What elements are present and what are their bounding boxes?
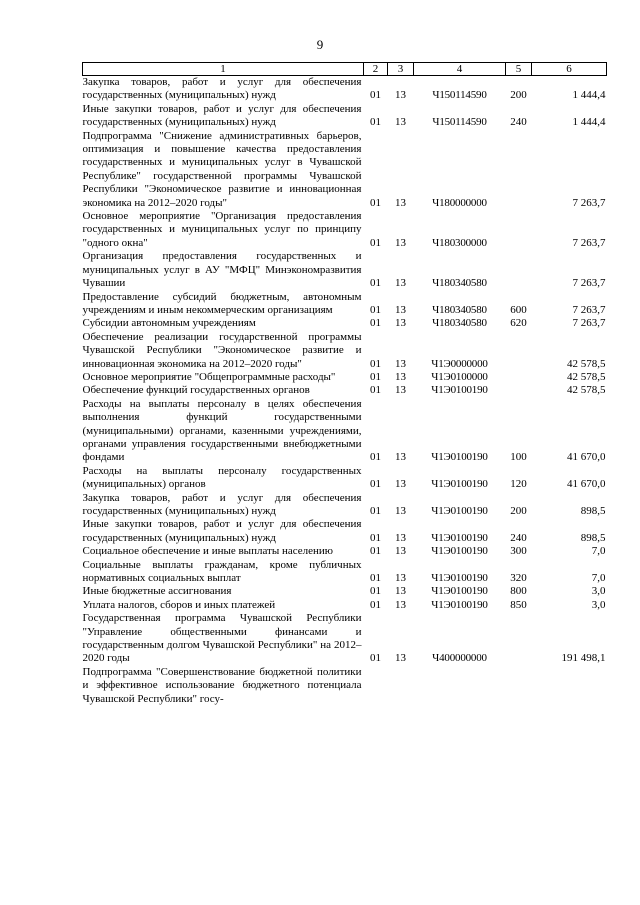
row-name: Подпрограмма "Снижение административных барьеров, оптимизация и повышение качества предоставления государственных и муниципальных услуг в Чувашской Республике" государственной программы Чувашской Республики "Экономическое развитие и инновационная экономика на 2012–2020 годы" bbox=[82, 129, 362, 209]
row-section: 01 bbox=[370, 451, 381, 464]
row-section: 01 bbox=[370, 384, 381, 397]
row-amount: 41 670,0 bbox=[567, 451, 606, 464]
row-name: Расходы на выплаты персоналу государственных (муниципальных) органов bbox=[82, 464, 362, 491]
row-expense-type bbox=[506, 384, 532, 397]
row-name: Уплата налогов, сборов и иных платежей bbox=[82, 598, 276, 611]
row-target-article: Ч1Э0100190 bbox=[431, 478, 488, 491]
row-target-article: Ч180300000 bbox=[432, 236, 487, 249]
row-amount: 3,0 bbox=[591, 585, 606, 598]
row-section: 01 bbox=[370, 652, 381, 665]
row-name: Социальные выплаты гражданам, кроме публичных нормативных социальных выплат bbox=[82, 558, 362, 585]
row-name: Закупка товаров, работ и услуг для обеспечения государственных (муниципальных) нужд bbox=[82, 491, 362, 517]
row-section: 01 bbox=[370, 531, 381, 544]
row-expense-type: 320 bbox=[510, 572, 527, 585]
row-target-article: Ч150114590 bbox=[432, 89, 487, 102]
row-amount bbox=[532, 666, 607, 706]
row-section: 01 bbox=[370, 505, 381, 517]
table-row bbox=[83, 250, 607, 290]
row-target-article: Ч180340580 bbox=[432, 277, 487, 290]
row-section: 01 bbox=[370, 478, 381, 491]
row-expense-type: 240 bbox=[510, 116, 527, 129]
table-row bbox=[83, 545, 607, 558]
table-row bbox=[83, 612, 607, 666]
table-row bbox=[83, 599, 607, 612]
row-section: 01 bbox=[370, 89, 381, 102]
row-name: Субсидии автономным учреждениям bbox=[82, 317, 256, 330]
row-amount: 191 498,1 bbox=[561, 652, 606, 665]
row-expense-type: 100 bbox=[510, 451, 527, 464]
row-name: Иные закупки товаров, работ и услуг для обеспечения государственных (муниципальных) нужд bbox=[82, 102, 362, 129]
row-amount: 3,0 bbox=[591, 598, 606, 611]
budget-table bbox=[82, 62, 607, 706]
row-subsection: 13 bbox=[395, 451, 406, 464]
row-amount: 7 263,7 bbox=[572, 277, 606, 290]
table-row bbox=[83, 492, 607, 519]
table-row bbox=[83, 666, 607, 706]
row-subsection: 13 bbox=[395, 545, 406, 558]
row-section: 01 bbox=[370, 585, 381, 598]
column-header-4: 4 bbox=[414, 63, 506, 76]
row-name: Обеспечение функций государственных органов bbox=[82, 384, 310, 397]
row-target-article: Ч180000000 bbox=[432, 196, 487, 209]
row-section: 01 bbox=[370, 317, 381, 330]
table-row bbox=[83, 398, 607, 465]
row-section: 01 bbox=[370, 545, 381, 558]
row-subsection: 13 bbox=[395, 652, 406, 665]
row-section: 01 bbox=[370, 370, 381, 383]
header-row bbox=[83, 63, 607, 76]
row-name: Социальное обеспечение и иные выплаты населению bbox=[82, 545, 334, 558]
table-row bbox=[83, 371, 607, 384]
row-expense-type: 800 bbox=[510, 585, 527, 598]
row-section: 01 bbox=[370, 572, 381, 585]
column-header-1: 1 bbox=[83, 63, 364, 76]
row-name: Основное мероприятие "Общепрограммные расходы" bbox=[82, 370, 336, 383]
column-header-5: 5 bbox=[506, 63, 532, 76]
row-expense-type: 600 bbox=[510, 303, 527, 316]
row-target-article: Ч1Э0100190 bbox=[431, 505, 488, 517]
row-target-article: Ч180340580 bbox=[432, 303, 487, 316]
row-expense-type bbox=[506, 250, 532, 290]
row-target-article bbox=[414, 666, 506, 706]
row-subsection: 13 bbox=[395, 303, 406, 316]
row-target-article: Ч1Э0100000 bbox=[431, 370, 488, 383]
row-name: Иные бюджетные ассигнования bbox=[82, 585, 232, 598]
row-subsection: 13 bbox=[395, 384, 406, 397]
row-name: Основное мероприятие "Организация предоставления государственных и муниципальных услуг по принципу "одного окна" bbox=[82, 210, 362, 249]
row-subsection: 13 bbox=[395, 505, 406, 517]
row-amount: 42 578,5 bbox=[567, 384, 606, 397]
row-name: Государственная программа Чувашской Республики "Управление общественными финансами и государственным долгом Чувашской Республики" на 2012–2020 годы bbox=[82, 612, 362, 665]
table-row bbox=[83, 559, 607, 586]
table-row bbox=[83, 291, 607, 318]
row-subsection: 13 bbox=[395, 196, 406, 209]
row-expense-type bbox=[506, 331, 532, 371]
row-section: 01 bbox=[370, 598, 381, 611]
table-body bbox=[83, 76, 607, 707]
table-row bbox=[83, 210, 607, 250]
row-expense-type bbox=[506, 371, 532, 384]
row-target-article: Ч1Э0100190 bbox=[431, 585, 488, 598]
column-header-2: 2 bbox=[364, 63, 388, 76]
row-expense-type: 620 bbox=[510, 317, 527, 330]
table-row bbox=[83, 585, 607, 598]
row-amount: 7,0 bbox=[591, 572, 606, 585]
row-subsection bbox=[388, 666, 414, 706]
row-target-article: Ч400000000 bbox=[432, 652, 487, 665]
row-amount: 898,5 bbox=[580, 505, 606, 517]
row-name: Расходы на выплаты персоналу в целях обеспечения выполнения функций государственными (муниципальными) органами, казенными учреждениями, органами управления государственными внебюджетными фондами bbox=[82, 397, 362, 464]
row-section: 01 bbox=[370, 357, 381, 370]
table-header bbox=[83, 63, 607, 76]
row-amount: 1 444,4 bbox=[572, 89, 606, 102]
column-header-6: 6 bbox=[532, 63, 607, 76]
row-section: 01 bbox=[370, 277, 381, 290]
row-target-article: Ч1Э0000000 bbox=[431, 357, 488, 370]
row-amount: 42 578,5 bbox=[567, 357, 606, 370]
row-expense-type: 240 bbox=[510, 531, 527, 544]
row-name: Иные закупки товаров, работ и услуг для обеспечения государственных (муниципальных) нужд bbox=[82, 518, 362, 544]
row-expense-type bbox=[506, 612, 532, 666]
table-row bbox=[83, 103, 607, 130]
row-subsection: 13 bbox=[395, 357, 406, 370]
table-row bbox=[83, 76, 607, 103]
row-target-article: Ч1Э0100190 bbox=[431, 598, 488, 611]
row-amount: 898,5 bbox=[580, 531, 606, 544]
row-expense-type bbox=[506, 130, 532, 210]
row-target-article: Ч1Э0100190 bbox=[431, 384, 488, 397]
row-target-article: Ч1Э0100190 bbox=[431, 451, 488, 464]
row-section: 01 bbox=[370, 116, 381, 129]
row-subsection: 13 bbox=[395, 572, 406, 585]
row-amount: 7 263,7 bbox=[572, 317, 606, 330]
table-row bbox=[83, 317, 607, 330]
row-expense-type: 200 bbox=[510, 89, 527, 102]
row-amount: 41 670,0 bbox=[567, 478, 606, 491]
row-section: 01 bbox=[370, 303, 381, 316]
row-target-article: Ч1Э0100190 bbox=[431, 531, 488, 544]
row-subsection: 13 bbox=[395, 585, 406, 598]
table-row bbox=[83, 518, 607, 545]
row-amount: 7,0 bbox=[591, 545, 606, 558]
row-name: Закупка товаров, работ и услуг для обеспечения государственных (муниципальных) нужд bbox=[82, 76, 362, 102]
row-expense-type bbox=[506, 210, 532, 250]
row-name: Подпрограмма "Совершенствование бюджетной политики и эффективное использование бюджетного потенциала Чувашской Республики" госу- bbox=[82, 665, 362, 705]
row-subsection: 13 bbox=[395, 598, 406, 611]
row-target-article: Ч1Э0100190 bbox=[431, 545, 488, 558]
row-amount: 7 263,7 bbox=[572, 236, 606, 249]
row-name: Обеспечение реализации государственной программы Чувашской Республики "Экономическое развитие и инновационная экономика на 2012–2020 годы" bbox=[82, 330, 362, 370]
row-expense-type: 200 bbox=[510, 505, 527, 517]
table-row bbox=[83, 331, 607, 371]
row-amount: 7 263,7 bbox=[572, 303, 606, 316]
table-row bbox=[83, 130, 607, 210]
row-subsection: 13 bbox=[395, 531, 406, 544]
row-expense-type: 850 bbox=[510, 598, 527, 611]
row-target-article: Ч150114590 bbox=[432, 116, 487, 129]
row-expense-type: 300 bbox=[510, 545, 527, 558]
row-section: 01 bbox=[370, 196, 381, 209]
row-expense-type: 120 bbox=[510, 478, 527, 491]
row-amount: 7 263,7 bbox=[572, 196, 606, 209]
row-subsection: 13 bbox=[395, 478, 406, 491]
row-amount: 1 444,4 bbox=[572, 116, 606, 129]
table-row bbox=[83, 465, 607, 492]
table-row bbox=[83, 384, 607, 397]
row-subsection: 13 bbox=[395, 116, 406, 129]
row-target-article: Ч1Э0100190 bbox=[431, 572, 488, 585]
row-amount: 42 578,5 bbox=[567, 370, 606, 383]
row-expense-type bbox=[506, 666, 532, 706]
page-number: 9 bbox=[316, 37, 324, 52]
row-section: 01 bbox=[370, 236, 381, 249]
row-subsection: 13 bbox=[395, 277, 406, 290]
row-target-article: Ч180340580 bbox=[432, 317, 487, 330]
row-subsection: 13 bbox=[395, 89, 406, 102]
row-subsection: 13 bbox=[395, 370, 406, 383]
row-subsection: 13 bbox=[395, 236, 406, 249]
column-header-3: 3 bbox=[388, 63, 414, 76]
row-section bbox=[364, 666, 388, 706]
row-name: Предоставление субсидий бюджетным, автономным учреждениям и иным некоммерческим организациям bbox=[82, 290, 362, 316]
row-subsection: 13 bbox=[395, 317, 406, 330]
row-name: Организация предоставления государственных и муниципальных услуг в АУ "МФЦ" Минэкономразвития Чувашии bbox=[82, 250, 362, 290]
